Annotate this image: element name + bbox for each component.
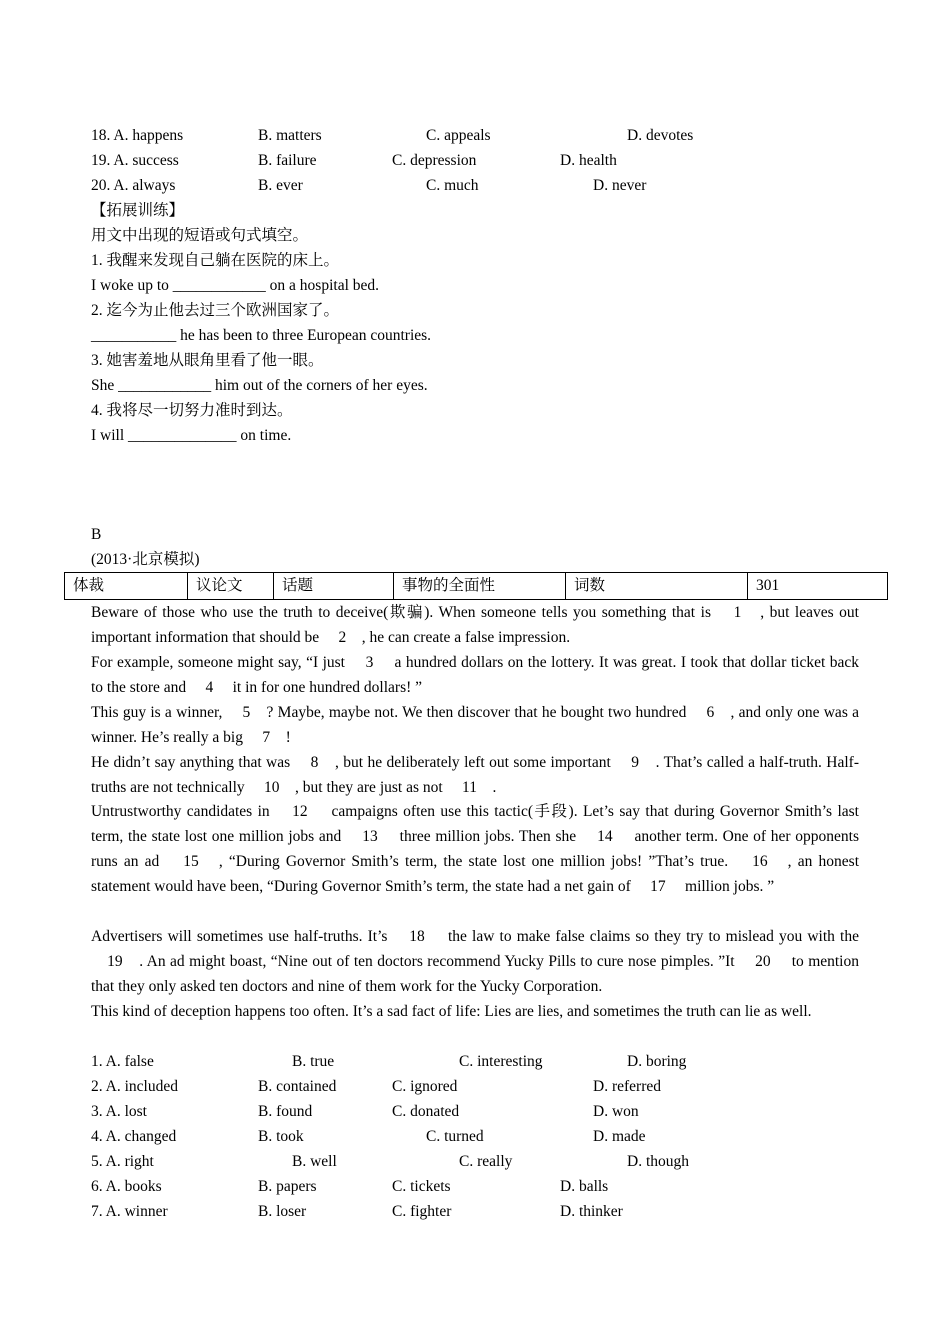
extension-item-3-cn: 3. 她害羞地从眼角里看了他一眼。 [91,352,324,369]
choice-a: 1. A. false [91,1053,154,1070]
choice-d: D. balls [560,1178,609,1195]
extension-heading: 【拓展训练】 [91,202,185,219]
passage-paragraph-2: For example, someone might say, “I just 3 a hundred dollars on the lottery. It was great. I took that dollar ticket back to the store and 4 it in for one hundred dollars! ” [91,654,859,696]
choice-a: 2. A. included [91,1078,178,1095]
choice-d: D. made [593,1128,646,1145]
choice-d: D. boring [627,1053,687,1070]
extension-item-4-cn: 4. 我将尽一切努力准时到达。 [91,402,293,419]
choice-row-2 [91,1074,871,1099]
choice-a: 4. A. changed [91,1128,177,1145]
choice-c: C. ignored [392,1078,458,1095]
choice-row-1 [91,1049,871,1074]
choice-c: C. turned [426,1128,484,1145]
choice-b: B. loser [258,1203,307,1220]
choice-c: C. fighter [392,1203,452,1220]
choice-a: 20. A. always [91,177,176,194]
choice-b: B. contained [258,1078,337,1095]
choice-b: B. well [292,1153,337,1170]
info-wordcount-value: 301 [748,573,888,600]
extension-item-2-en: ___________ he has been to three European countries. [91,327,432,344]
choice-a: 5. A. right [91,1153,154,1170]
choice-b: B. ever [258,177,303,194]
passage-paragraph-4: He didn’t say anything that was 8 , but he deliberately left out some important 9 . That’s called a half-truth. Half-truths are not technically 10 , but they are just as not 11 . [91,754,859,796]
choice-a: 6. A. books [91,1178,162,1195]
choice-row-4 [91,1124,871,1149]
choice-b: B. found [258,1103,313,1120]
choice-d: D. never [593,177,647,194]
info-genre-label: 体裁 [65,573,188,600]
choice-c: C. depression [392,152,477,169]
info-table [64,572,888,600]
extension-item-1-cn: 1. 我醒来发现自己躺在医院的床上。 [91,252,340,269]
choice-b: B. failure [258,152,317,169]
choice-row-5 [91,1149,871,1174]
extension-item-1-en: I woke up to ____________ on a hospital bed. [91,277,380,294]
choice-c: C. appeals [426,127,491,144]
choice-c: C. donated [392,1103,460,1120]
choice-b: B. true [292,1053,335,1070]
choice-a: 7. A. winner [91,1203,168,1220]
info-topic-value: 事物的全面性 [394,573,566,600]
choice-c: C. interesting [459,1053,543,1070]
choice-d: D. referred [593,1078,661,1095]
choice-c: C. really [459,1153,513,1170]
choice-d: D. won [593,1103,639,1120]
choice-a: 19. A. success [91,152,179,169]
passage-paragraph-7: This kind of deception happens too often. It’s a sad fact of life: Lies are lies, and sometimes the truth can lie as well. [91,1003,812,1020]
choice-b: B. matters [258,127,322,144]
passage-paragraph-6: Advertisers will sometimes use half-truths. It’s 18 the law to make false claims so they try to mislead you with the 19 . An ad might boast, “Nine out of ten doctors recommend Yucky Pills to cure nose pimples. ”It 20 to mention that they only asked ten doctors and nine of them work for the Yucky Corporation. [91,928,859,995]
extension-item-3-en: She ____________ him out of the corners of her eyes. [91,377,428,394]
passage-paragraph-5: Untrustworthy candidates in 12 campaigns often use this tactic(手段). Let’s say that during Governor Smith’s last term, the state lost one million jobs and 13 three million jobs. Then she 14 another term. One of her opponents runs an ad 15 , “During Governor Smith’s term, the state lost one million jobs! ”That’s true. 16 , an honest statement would have been, “During Governor Smith’s term, the state had a net gain of 17 million jobs. ” [91,803,859,895]
info-wordcount-label: 词数 [566,573,748,600]
choice-c: C. much [426,177,479,194]
passage-paragraph-1: Beware of those who use the truth to deceive(欺骗). When someone tells you something that is 1 , but leaves out important information that should be 2 , he can create a false impression. [91,604,859,646]
extension-item-2-cn: 2. 迄今为止他去过三个欧洲国家了。 [91,302,340,319]
info-genre-value: 议论文 [188,573,274,600]
info-topic-label: 话题 [274,573,394,600]
choice-a: 3. A. lost [91,1103,147,1120]
choice-row-3 [91,1099,871,1124]
extension-instruction: 用文中出现的短语或句式填空。 [91,227,309,244]
choice-row-7 [91,1199,871,1224]
choice-d: D. health [560,152,617,169]
section-source: (2013·北京模拟) [91,551,200,568]
choice-b: B. papers [258,1178,317,1195]
extension-item-4-en: I will ______________ on time. [91,427,292,444]
choice-row-19 [91,148,871,173]
choice-c: C. tickets [392,1178,451,1195]
section-label: B [91,526,102,543]
choice-a: 18. A. happens [91,127,184,144]
choice-b: B. took [258,1128,304,1145]
choice-d: D. devotes [627,127,694,144]
choice-row-18 [91,123,871,148]
choice-d: D. though [627,1153,689,1170]
choice-row-6 [91,1174,871,1199]
passage-paragraph-3: This guy is a winner, 5 ? Maybe, maybe not. We then discover that he bought two hundred 6 , and only one was a winner. He’s really a big 7 ! [91,704,859,746]
choice-row-20 [91,173,871,198]
choice-d: D. thinker [560,1203,623,1220]
